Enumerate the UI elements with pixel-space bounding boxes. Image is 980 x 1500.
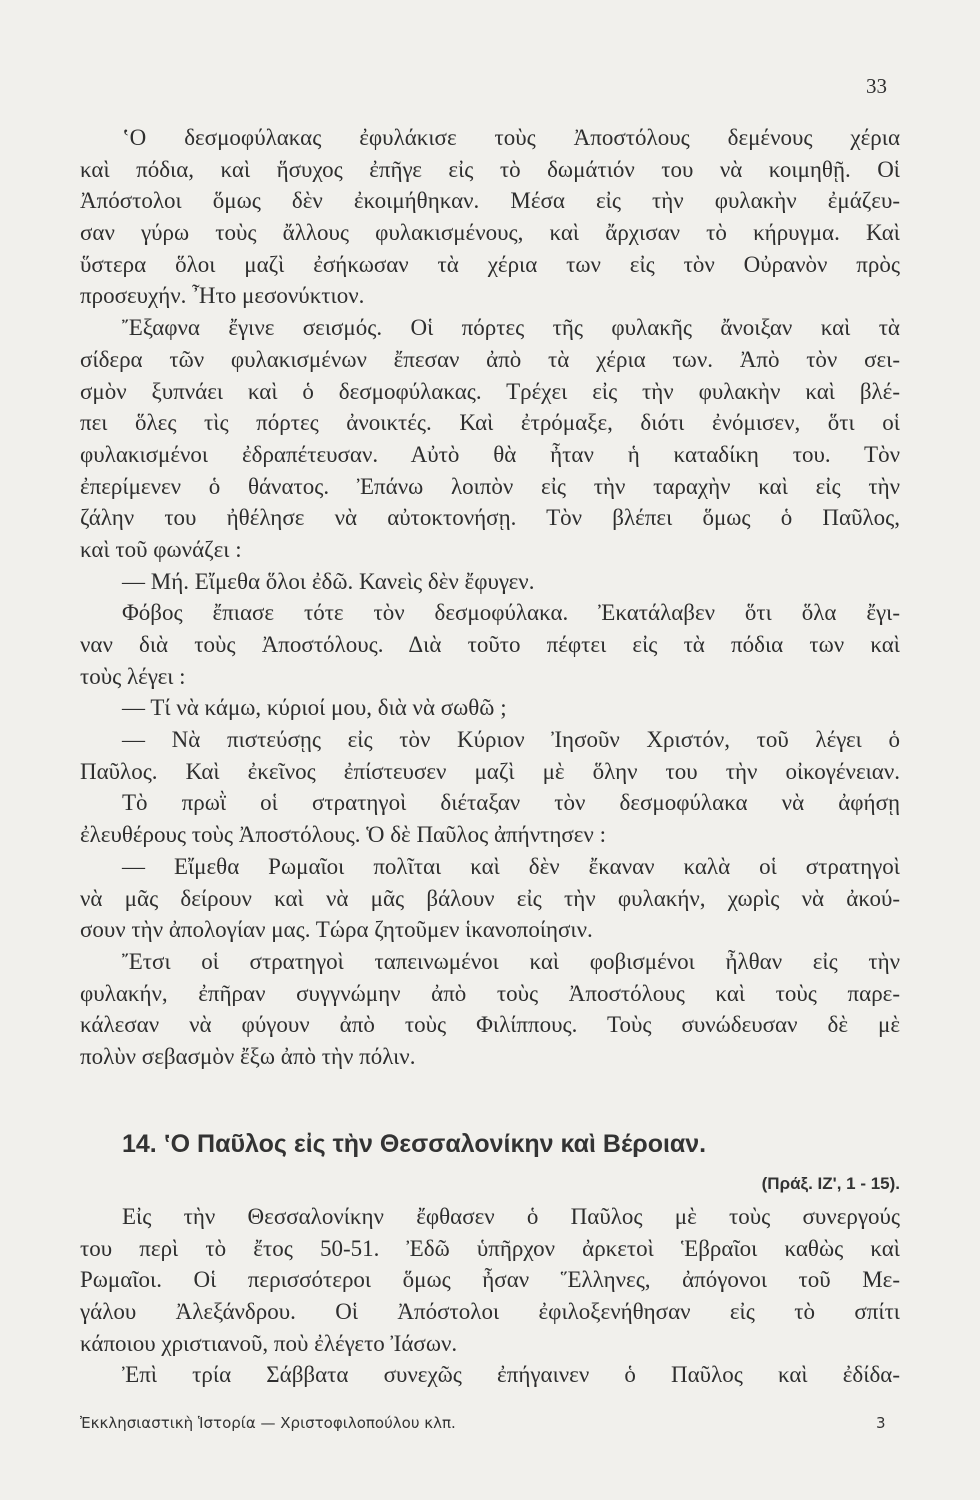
text-line xyxy=(80,376,900,408)
running-footer: Ἐκκλησιαστικὴ Ἱστορία — Χριστοφιλοπούλου κλπ. xyxy=(80,1414,456,1432)
text-line xyxy=(80,1296,900,1328)
text-line xyxy=(80,502,900,534)
text-line xyxy=(80,312,900,344)
text-line xyxy=(80,1233,900,1265)
text-line xyxy=(80,1201,900,1233)
text-line-content: σαν γύρω τοὺς ἄλλους φυλακισμένους, καὶ ἄρχισαν τὸ κήρυγμα. Καὶ xyxy=(80,220,900,246)
text-line xyxy=(80,439,900,471)
text-line-content: ʽΟ δεσμοφύλακας ἐφυλάκισε τοὺς Ἀποστόλους δεμένους χέρια xyxy=(122,125,900,150)
text-line-content: Ἀπόστολοι ὅμως δὲν ἐκοιμήθηκαν. Μέσα εἰς τὴν φυλακὴν ἐμάζευ- xyxy=(80,188,900,214)
text-line-content: ναν διὰ τοὺς Ἀποστόλους. Διὰ τοῦτο πέφτει εἰς τὰ πόδια των καὶ xyxy=(80,632,900,657)
text-line xyxy=(80,692,900,724)
text-line-content: — Εἴμεθα Ρωμαῖοι πολῖται καὶ δὲν ἔκαναν καλὰ οἱ στρατηγοὶ xyxy=(122,853,900,879)
text-line-content: πει ὅλες τὶς πόρτες ἀνοικτές. Καὶ ἐτρόμαξε, διότι ἐνόμισεν, ὅτι οἱ xyxy=(80,410,900,436)
text-line xyxy=(80,1041,900,1073)
text-line xyxy=(80,217,900,249)
text-line-content: καὶ πόδια, καὶ ἥσυχος ἐπῆγε εἰς τὸ δωμάτιόν του νὰ κοιμηθῇ. Οἱ xyxy=(80,156,900,182)
text-line-content: Παῦλος. Καὶ ἐκεῖνος ἐπίστευσεν μαζὶ μὲ ὅλην του τὴν οἰκογένειαν. xyxy=(80,758,900,784)
text-line-content: κάλεσαν νὰ φύγουν ἀπὸ τοὺς Φιλίππους. Τοὺς συνώδευσαν δὲ μὲ xyxy=(80,1012,900,1038)
text-line xyxy=(80,724,900,756)
text-line-content: — Νὰ πιστεύσῃς εἰς τὸν Κύριον Ἰησοῦν Χριστόν, τοῦ λέγει ὁ xyxy=(122,727,900,753)
text-line xyxy=(80,471,900,503)
text-line-content: — Τί νὰ κάμω, κύριοί μου, διὰ νὰ σωθῶ ; xyxy=(122,695,507,721)
text-line xyxy=(80,344,900,376)
text-line-content: νὰ μᾶς δείρουν καὶ νὰ μᾶς βάλουν εἰς τὴν φυλακήν, χωρὶς νὰ ἀκού- xyxy=(80,885,900,911)
text-line-content: ζάλην του ἠθέλησε νὰ αὐτοκτονήσῃ. Τὸν βλέπει ὅμως ὁ Παῦλος, xyxy=(80,505,900,531)
body-text-section-2 xyxy=(80,1201,900,1391)
text-line xyxy=(80,1264,900,1296)
text-line-content: κάποιου χριστιανοῦ, ποὺ ἐλέγετο Ἰάσων. xyxy=(80,1330,458,1356)
text-line xyxy=(80,819,900,851)
text-line-content: Ἔξαφνα ἔγινε σεισμός. Οἱ πόρτες τῆς φυλακῆς ἄνοιξαν καὶ τὰ xyxy=(122,315,900,341)
body-text-section-1 xyxy=(80,122,900,1073)
text-line-content: φυλακήν, ἐπῆραν συγγνώμην ἀπὸ τοὺς Ἀποστόλους καὶ τοὺς παρε- xyxy=(80,980,900,1006)
text-line-content: ἐπερίμενεν ὁ θάνατος. Ἐπάνω λοιπὸν εἰς τὴν ταραχὴν καὶ εἰς τὴν xyxy=(80,473,900,499)
text-line xyxy=(80,787,900,819)
text-line xyxy=(80,978,900,1010)
text-line xyxy=(80,851,900,883)
text-line-content: σουν τὴν ἀπολογίαν μας. Τώρα ζητοῦμεν ἱκανοποίησιν. xyxy=(80,917,593,943)
text-line xyxy=(80,1359,900,1391)
text-line-content: ὕστερα ὅλοι μαζὶ ἐσήκωσαν τὰ χέρια των εἰς τὸν Οὐρανὸν πρὸς xyxy=(80,251,900,277)
text-line xyxy=(80,914,900,946)
text-line xyxy=(80,122,900,154)
text-line xyxy=(80,1328,900,1360)
signature-mark: 3 xyxy=(876,1414,886,1432)
text-line-content: Ρωμαῖοι. Οἱ περισσότεροι ὅμως ἦσαν Ἕλληνες, ἀπόγονοι τοῦ Με- xyxy=(80,1267,900,1293)
text-line xyxy=(80,249,900,281)
text-line xyxy=(80,597,900,629)
text-line-content: ἐλευθέρους τοὺς Ἀποστόλους. Ὁ δὲ Παῦλος ἀπήντησεν : xyxy=(80,822,606,848)
text-line xyxy=(80,629,900,661)
text-line-content: Ἐπὶ τρία Σάββατα συνεχῶς ἐπήγαινεν ὁ Παῦλος καὶ ἐδίδα- xyxy=(122,1362,900,1388)
page-number: 33 xyxy=(866,74,887,98)
text-line-content: φυλακισμένοι ἐδραπέτευσαν. Αὐτὸ θὰ ἦταν ἡ καταδίκη του. Τὸν xyxy=(80,441,900,467)
text-line-content: γάλου Ἀλεξάνδρου. Οἱ Ἀπόστολοι ἐφιλοξενήθησαν εἰς τὸ σπίτι xyxy=(80,1299,900,1325)
text-line-content: καὶ τοῦ φωνάζει : xyxy=(80,536,242,562)
text-line xyxy=(80,280,900,312)
text-line xyxy=(80,185,900,217)
text-line xyxy=(80,756,900,788)
text-line xyxy=(80,1009,900,1041)
scripture-reference: (Πράξ. ΙΖ', 1 - 15). xyxy=(761,1174,900,1193)
text-line-content: Εἰς τὴν Θεσσαλονίκην ἔφθασεν ὁ Παῦλος μὲ τοὺς συνεργούς xyxy=(122,1204,900,1229)
text-line xyxy=(80,946,900,978)
text-line xyxy=(80,566,900,598)
text-line-content: τοὺς λέγει : xyxy=(80,663,186,689)
text-line xyxy=(80,661,900,693)
text-line-content: Τὸ πρωῒ οἱ στρατηγοὶ διέταξαν τὸν δεσμοφύλακα νὰ ἀφήσῃ xyxy=(122,790,900,816)
text-line xyxy=(80,883,900,915)
text-line-content: σίδερα τῶν φυλακισμένων ἔπεσαν ἀπὸ τὰ χέρια των. Ἀπὸ τὸν σει- xyxy=(80,346,900,372)
text-line-content: — Μή. Εἴμεθα ὅλοι ἐδῶ. Κανεὶς δὲν ἔφυγεν. xyxy=(122,568,535,594)
text-line-content: προσευχήν. Ἦτο μεσονύκτιον. xyxy=(80,283,365,309)
text-line-content: Φόβος ἔπιασε τότε τὸν δεσμοφύλακα. Ἐκατάλαβεν ὅτι ὅλα ἔγι- xyxy=(122,600,900,626)
text-line xyxy=(80,534,900,566)
text-line-content: του περὶ τὸ ἔτος 50-51. Ἐδῶ ὑπῆρχον ἀρκετοὶ Ἑβραῖοι καθὼς καὶ xyxy=(80,1235,900,1261)
chapter-heading: 14. ʽΟ Παῦλος εἰς τὴν Θεσσαλονίκην καὶ Βέροιαν. xyxy=(122,1130,707,1158)
text-line xyxy=(80,407,900,439)
text-line xyxy=(80,154,900,186)
text-line-content: σμὸν ξυπνάει καὶ ὁ δεσμοφύλακας. Τρέχει εἰς τὴν φυλακὴν καὶ βλέ- xyxy=(80,378,900,404)
text-line-content: πολὺν σεβασμὸν ἔξω ἀπὸ τὴν πόλιν. xyxy=(80,1043,416,1069)
text-line-content: Ἔτσι οἱ στρατηγοὶ ταπεινωμένοι καὶ φοβισμένοι ἦλθαν εἰς τὴν xyxy=(122,948,900,974)
